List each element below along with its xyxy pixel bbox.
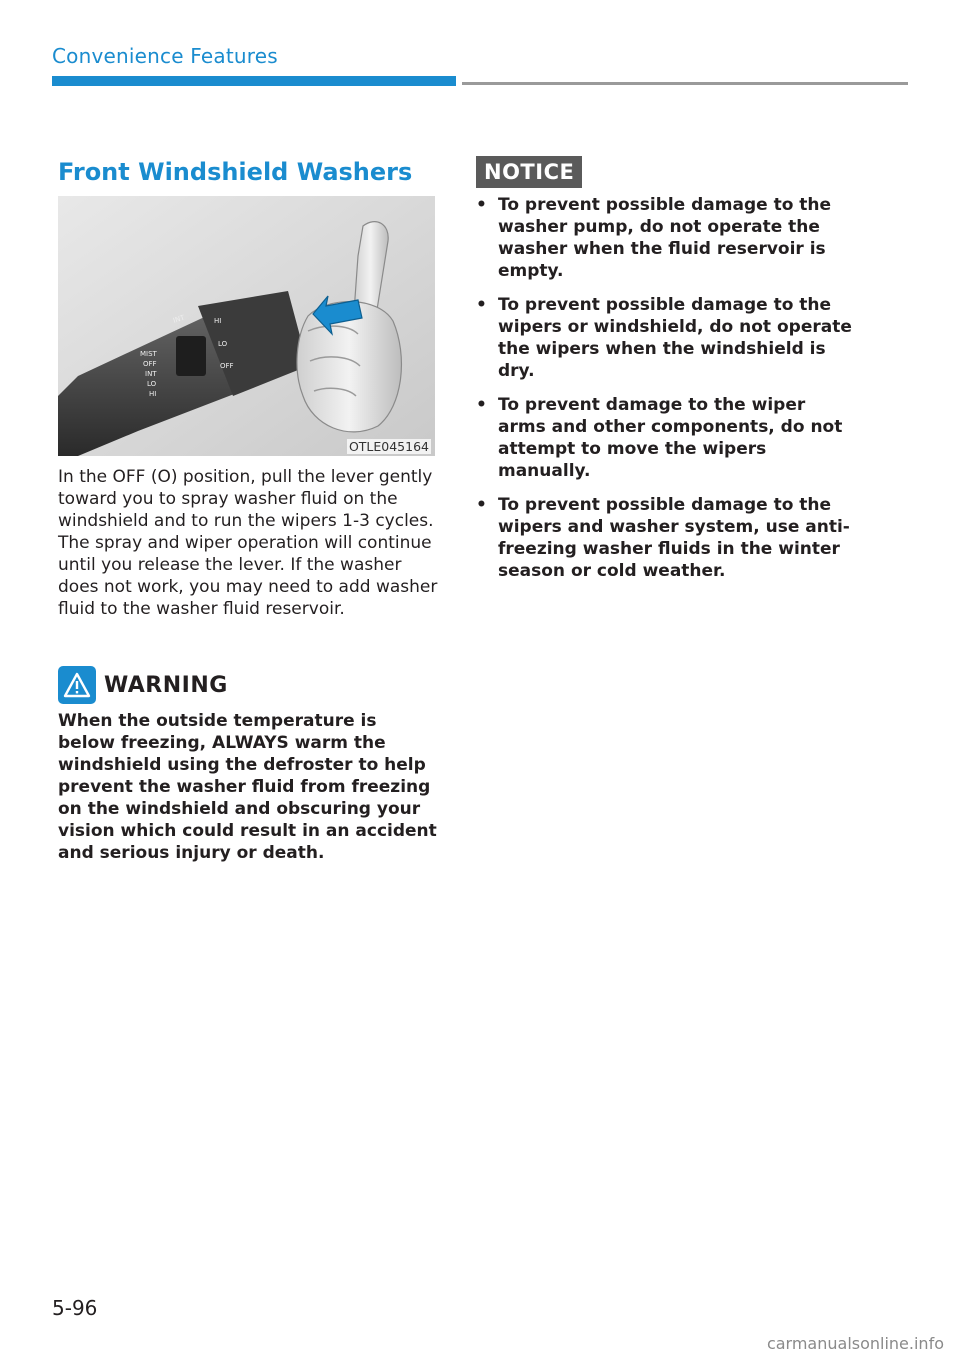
notice-item-text: To prevent damage to the wiper arms and other components, do not attempt to move the wipers manually. xyxy=(498,395,843,481)
page-number: 5-96 xyxy=(52,1296,98,1320)
header-bar-blue xyxy=(52,76,456,86)
lever-illustration xyxy=(58,196,435,456)
figure-code: OTLE045164 xyxy=(348,439,429,454)
header-title: Convenience Features xyxy=(52,44,278,68)
bullet: • xyxy=(476,195,487,215)
bullet: • xyxy=(476,395,487,415)
lever-label: INT xyxy=(172,313,186,325)
header-bar-gray xyxy=(462,82,908,85)
hand xyxy=(297,302,401,432)
lever-rotary-knob xyxy=(176,336,206,376)
section-title: Front Windshield Washers xyxy=(58,158,413,186)
warning-label: WARNING xyxy=(104,672,228,698)
list-item xyxy=(476,194,856,282)
list-item xyxy=(476,394,856,482)
warning-text: When the outside temperature is below freezing, ALWAYS warm the windshield using the defroster to help prevent the washer fluid from freezing on the windshield and obscuring your vision which could result in an accident and serious injury or death. xyxy=(58,711,437,863)
list-item xyxy=(476,294,856,382)
list-item xyxy=(476,494,856,582)
figure-illustration xyxy=(58,196,435,456)
lever-label: INT xyxy=(145,370,157,378)
bullet: • xyxy=(476,495,487,515)
warning-heading xyxy=(58,666,228,704)
notice-label: NOTICE xyxy=(476,156,582,188)
body-paragraph: In the OFF (O) position, pull the lever gently toward you to spray washer fluid on the windshield and to run the wipers 1-3 cycles. The spray and wiper operation will continue until you release the lever. If the washer does not work, you may need to add washer fluid to the washer fluid reservoir. xyxy=(58,467,438,619)
watermark: carmanualsonline.info xyxy=(766,1334,944,1353)
lever-label: OFF xyxy=(220,362,234,370)
lever-label: HI xyxy=(149,390,157,398)
warning-triangle-icon xyxy=(58,666,96,704)
notice-list xyxy=(476,194,856,594)
notice-item-text: To prevent possible damage to the wipers or windshield, do not operate the wipers when the windshield is dry. xyxy=(498,295,852,381)
lever-label: LO xyxy=(147,380,157,388)
notice-item-text: To prevent possible damage to the washer pump, do not operate the washer when the fluid reservoir is empty. xyxy=(498,195,832,281)
lever-label: LO xyxy=(218,340,228,348)
lever-label: MIST xyxy=(140,350,157,358)
lever-label: HI xyxy=(214,317,222,325)
lever-label: OFF xyxy=(143,360,157,368)
notice-item-text: To prevent possible damage to the wipers and washer system, use anti-freezing washer fluids in the winter season or cold weather. xyxy=(498,495,850,581)
bullet: • xyxy=(476,295,487,315)
